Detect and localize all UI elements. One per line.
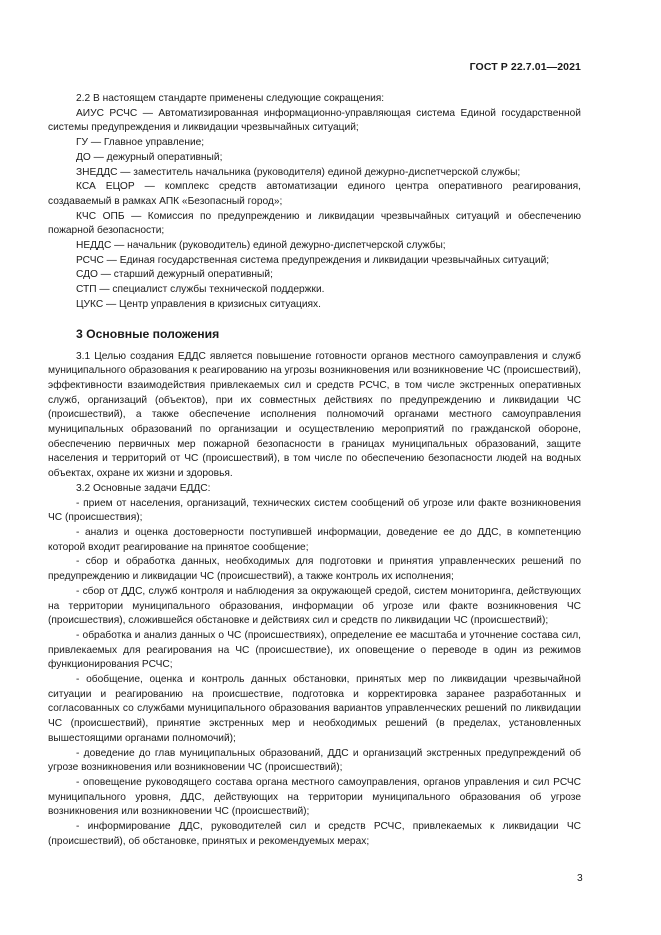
section-2-2-intro: 2.2 В настоящем стандарте применены следующие сокращения: (76, 93, 385, 104)
document-header: ГОСТ Р 22.7.01—2021 (469, 61, 581, 73)
paragraph-3-2-intro: 3.2 Основные задачи ЕДДС: (76, 482, 211, 494)
abbreviation-item: СДО — старший дежурный оперативный; (76, 269, 273, 281)
abbreviation-item: АИУС РСЧС — Автоматизированная информационно-управляющая система Единой государственной системы предупреждения и ликвидации чрезвычайных ситуаций; (48, 107, 581, 134)
abbreviation-item: КСА ЕЦОР — комплекс средств автоматизации единого центра оперативного реагирования, создаваемый в рамках АПК «Безопасный город»; (48, 181, 581, 207)
abbreviation-item: ГУ — Главное управление; (76, 137, 205, 149)
task-list-item: - оповещение руководящего состава органа местного самоуправления, органов управления и сил РСЧС муниципального уровня, ДДС, действующих на территории муниципального образования об угрозе возникновения или возникновении ЧС (происшествий); (48, 776, 581, 818)
abbreviation-item: РСЧС — Единая государственная система предупреждения и ликвидации чрезвычайных ситуаций; (76, 254, 550, 266)
page-number: 3 (577, 873, 583, 884)
abbreviation-item: ЦУКС — Центр управления в кризисных ситуациях. (76, 298, 321, 310)
abbreviation-item: КЧС ОПБ — Комиссия по предупреждению и ликвидации чрезвычайных ситуаций и обеспечению пожарной безопасности; (48, 210, 581, 237)
task-list-item: - прием от населения, организаций, технических систем сообщений об угрозе или факте возникновения ЧС (происшествия); (48, 497, 581, 524)
abbreviation-item: ЗНЕДДС — заместитель начальника (руководителя) единой дежурно-диспетчерской службы; (76, 166, 521, 178)
section-3-heading: 3 Основные положения (76, 326, 220, 341)
task-list-item: - информирование ДДС, руководителей сил и средств РСЧС, привлекаемых к ликвидации ЧС (происшествий), об обстановке, принятых и рекомендуемых мерах; (48, 821, 581, 847)
abbreviation-item: СТП — специалист службы технической поддержки. (76, 284, 325, 296)
paragraph-3-1: 3.1 Целью создания ЕДДС является повышение готовности органов местного самоуправления и служб муниципального образования к реагированию на угрозы возникновения или возникновение ЧС (происшествий), эффективности взаимодействия привлекаемых сил и средств РСЧС, в том числе экстренных оперативных служб, организаций (объектов), при их совместных действиях по предупреждению и ликвидации ЧС (происшествий), а также обеспечение исполнения полномочий органами местного самоуправления муниципальных образований по организации и осуществлению мероприятий по гражданской обороне, обеспечению первичных мер пожарной безопасности в границах муниципальных образований, защите населения и территорий от ЧС (происшествий), в том числе по обеспечению безопасности людей на водных объектах, охране их жизни и здоровья. (48, 350, 581, 480)
page-content (48, 92, 581, 849)
task-list-item: - анализ и оценка достоверности поступившей информации, доведение ее до ДДС, в компетенцию которой входит реагирование на принятое сообщение; (48, 526, 581, 553)
task-list-item: - сбор и обработка данных, необходимых для подготовки и принятия управленческих решений по предупреждению и ликвидации ЧС (происшествий), а также контроль их исполнения; (48, 556, 581, 583)
abbreviation-item: НЕДДС — начальник (руководитель) единой дежурно-диспетчерской службы; (76, 240, 446, 252)
task-list-item: - доведение до глав муниципальных образований, ДДС и организаций экстренных предупреждений об угрозе возникновения или возникновении ЧС (происшествий); (48, 747, 581, 774)
abbreviation-item: ДО — дежурный оперативный; (76, 151, 223, 163)
task-list-item: - сбор от ДДС, служб контроля и наблюдения за окружающей средой, систем мониторинга, действующих на территории муниципального образования, информации об угрозе или факте возникновения ЧС (происшествия), сложившейся обстановке и действиях сил и средств по ликвидации ЧС (происшествий); (48, 585, 581, 627)
task-list-item: - обработка и анализ данных о ЧС (происшествиях), определение ее масштаба и уточнение состава сил, привлекаемых для реагирования на ЧС (происшествие), их оповещение о переводе в один из режимов функционирования РСЧС; (48, 629, 581, 671)
task-list-item: - обобщение, оценка и контроль данных обстановки, принятых мер по ликвидации чрезвычайной ситуации и реагированию на происшествие, подготовка и корректировка заранее разработанных и согласованных со службами муниципального образования вариантов управленческих решений по ликвидации ЧС (происшествий), принятие экстренных мер и необходимых решений (в пределах, установленных вышестоящими органами полномочий); (48, 674, 581, 744)
